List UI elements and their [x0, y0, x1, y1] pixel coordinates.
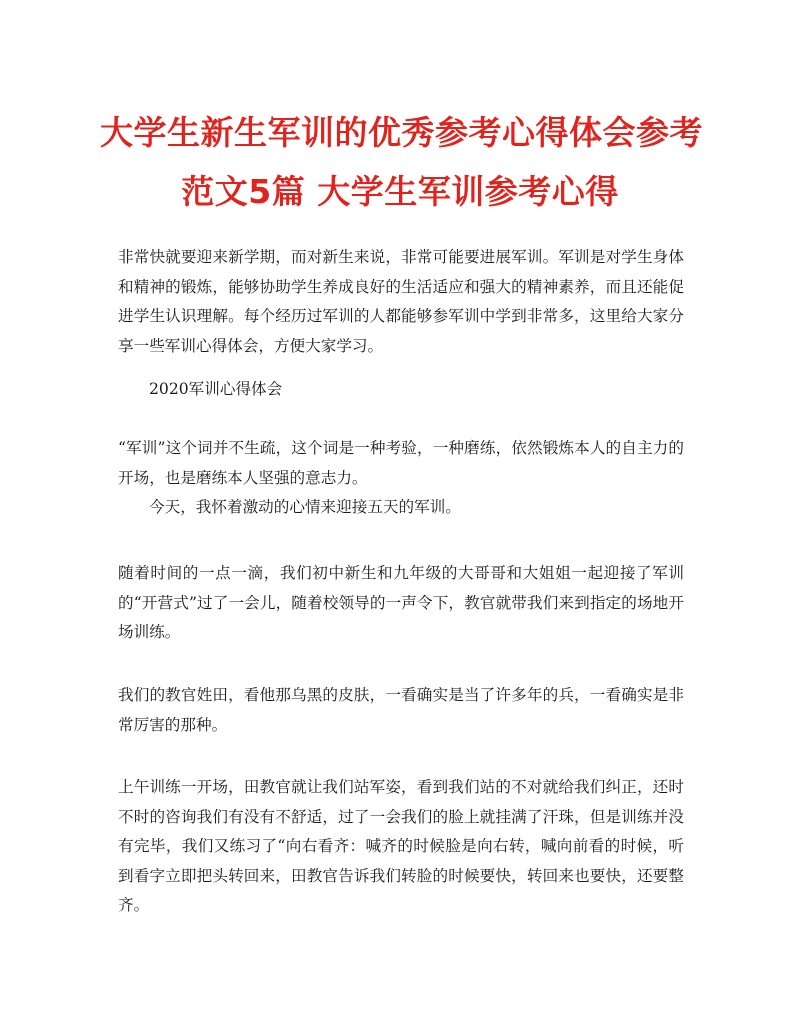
- document-title-line-1: 大学生新生军训的优秀参考心得体会参考: [100, 113, 703, 152]
- body-paragraph: 今天，我怀着激动的心情来迎接五天的军训。: [149, 498, 461, 516]
- body-paragraph: 上午训练一开场，田教官就让我们站军姿，看到我们站的不对就给我们纠正，还时不时的咨询我们有没有不舒适，过了一会我们的脸上就挂满了汗珠，但是训练并没有完毕，我们又练习了“向右看齐：喊齐的时候脸是向右转，喊向前看的时候，听到看字立即把头转回来，田教官告诉我们转脸的时候要快，转回来也要快，还要整齐。: [118, 778, 684, 914]
- body-paragraph: 我们的教官姓田，看他那乌黑的皮肤，一看确实是当了许多年的兵，一看确实是非常厉害的那种。: [118, 686, 684, 734]
- document-title-line-2: 范文5篇 大学生军训参考心得: [181, 172, 619, 211]
- body-paragraph: “军训”这个词并不生疏，这个词是一种考验，一种磨练，依然锻炼本人的自主力的开场，也是磨练本人坚强的意志力。: [118, 439, 684, 487]
- body-paragraph: 随着时间的一点一滴，我们初中新生和九年级的大哥哥和大姐姐一起迎接了军训的“开营式”过了一会儿，随着校领导的一声令下，教官就带我们来到指定的场地开场训练。: [118, 564, 684, 641]
- section-heading: 2020军训心得体会: [149, 380, 283, 398]
- intro-paragraph: 非常快就要迎来新学期，而对新生来说，非常可能要进展军训。军训是对学生身体和精神的锻炼，能够协助学生养成良好的生活适应和强大的精神素养，而且还能促进学生认识理解。每个经历过军训的人都能够参军训中学到非常多，这里给大家分享一些军训心得体会，方便大家学习。: [118, 248, 684, 355]
